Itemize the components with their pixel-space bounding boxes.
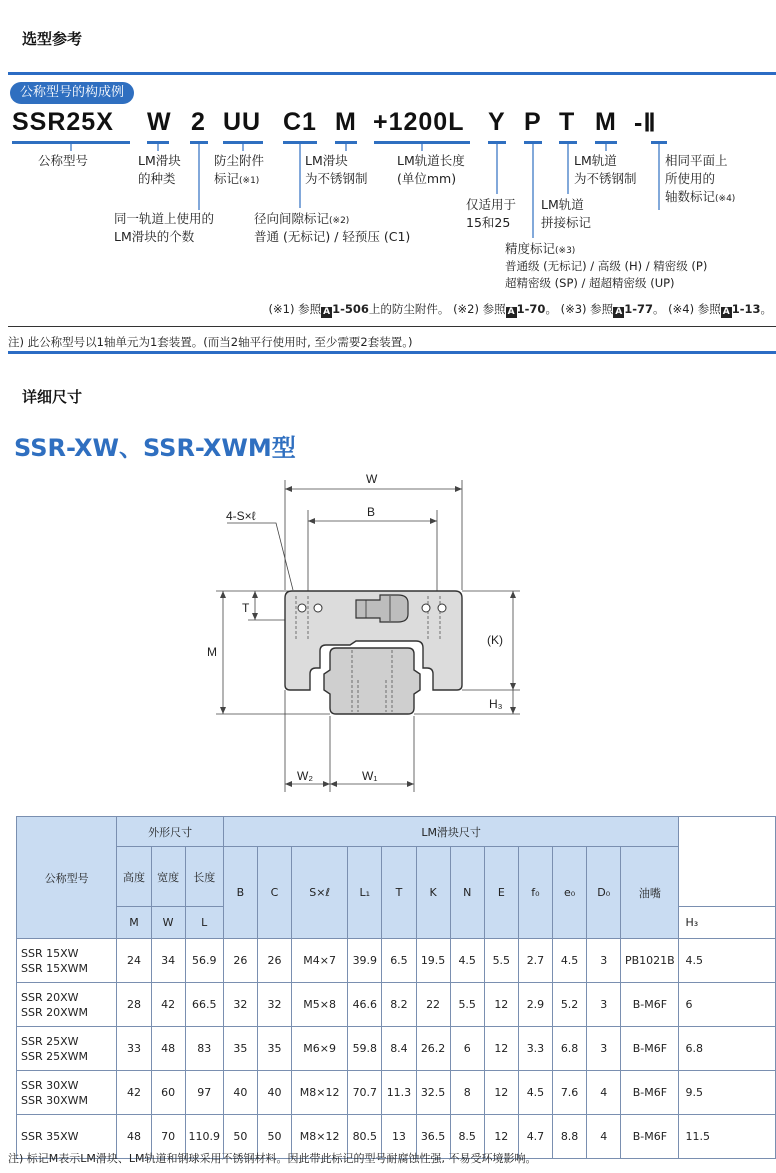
th-sub-H3: H₃ — [679, 907, 776, 939]
dim-W1: W₁ — [362, 769, 378, 783]
cell-h3: 11.5 — [679, 1115, 776, 1159]
code-part-rail-stainless: M — [595, 108, 617, 136]
label-type-1: LM滑块 — [138, 153, 181, 168]
cell-m: 24 — [117, 939, 151, 983]
th-sub-W: W — [151, 907, 185, 939]
th-sub-D0: D₀ — [587, 847, 621, 939]
th-sub-E: E — [484, 847, 518, 939]
dim-H3: H₃ — [489, 697, 503, 711]
cell-f0: 4.7 — [518, 1115, 552, 1159]
th-sub-S: S×ℓ — [292, 847, 348, 939]
label-axes-3: 轴数标记(※4) — [665, 189, 736, 204]
cell-k: 36.5 — [416, 1115, 450, 1159]
cell-n: 5.5 — [450, 983, 484, 1027]
table-row — [17, 1071, 776, 1115]
cell-g: B-M6F — [621, 1027, 679, 1071]
cell-l1: 80.5 — [348, 1115, 382, 1159]
cell-l: 97 — [185, 1071, 223, 1115]
cell-s: M5×8 — [292, 983, 348, 1027]
table-row — [17, 1027, 776, 1071]
dim-W: W — [366, 472, 378, 486]
cell-h3: 4.5 — [679, 939, 776, 983]
model-name-alt: SSR 25XWM — [21, 1049, 89, 1063]
code-part-type: W — [147, 108, 172, 136]
code-part-count: 2 — [191, 108, 206, 136]
label-length-1: LM轨道长度 — [397, 153, 465, 168]
label-rail-2: 为不锈钢制 — [574, 171, 637, 186]
table-row — [17, 983, 776, 1027]
th-block: LM滑块尺寸 — [223, 817, 679, 847]
cell-m: 28 — [117, 983, 151, 1027]
cell-t: 6.5 — [382, 939, 416, 983]
label-rail-1: LM轨道 — [574, 153, 617, 168]
cell-e: 12 — [484, 1027, 518, 1071]
label-precision-3: 超精密级 (SP) / 超超精密级 (UP) — [505, 276, 675, 290]
label-stainless-1: LM滑块 — [305, 153, 348, 168]
cell-w: 60 — [151, 1071, 185, 1115]
label-joint-2: 拼接标记 — [541, 215, 592, 230]
th-sub-C: C — [257, 847, 291, 939]
section-title-selection: 选型参考 — [22, 30, 83, 48]
cell-e0: 4.5 — [553, 939, 587, 983]
note-unit: 注) 此公称型号以1轴单元为1套装置。(而当2轴平行使用时, 至少需要2套装置。) — [8, 335, 413, 349]
label-clearance-1: 径向间隙标记(※2) — [254, 211, 350, 226]
cell-g: B-M6F — [621, 983, 679, 1027]
model-name: SSR 35XW — [21, 1130, 79, 1143]
cell-l: 83 — [185, 1027, 223, 1071]
cell-l1: 46.6 — [348, 983, 382, 1027]
th-sub-T: T — [382, 847, 416, 939]
cell-h3: 9.5 — [679, 1071, 776, 1115]
cell-e: 12 — [484, 983, 518, 1027]
cell-d0: 4 — [587, 1115, 621, 1159]
label-y-2: 15和25 — [466, 215, 511, 230]
model-series-title: SSR-XW、SSR-XWM型 — [14, 434, 296, 462]
cell-b: 40 — [223, 1071, 257, 1115]
cell-m: 33 — [117, 1027, 151, 1071]
cell-g: PB1021B — [621, 939, 679, 983]
cell-n: 4.5 — [450, 939, 484, 983]
cell-c: 35 — [257, 1027, 291, 1071]
note-material: 注) 标记M表示LM滑块、LM轨道和钢球采用不锈钢材料。因此带此标记的型号耐腐蚀性强, 不易受环境影响。 — [8, 1152, 537, 1165]
cell-l: 110.9 — [185, 1115, 223, 1159]
label-type-2: 的种类 — [138, 171, 176, 186]
label-clearance-2: 普通 (无标记) / 轻预压 (C1) — [254, 229, 411, 244]
model-name: SSR 25XW — [21, 1034, 79, 1048]
section-title-dimensions: 详细尺寸 — [22, 388, 83, 406]
code-part-length: +1200L — [373, 108, 465, 136]
reference-notes: (※1) 参照 A 1-506上的防尘附件。 (※2) 参照 A 1-70。 (※3) 参照 A 1-77。 (※4) 参照 A 1-13。 — [268, 302, 772, 317]
cell-c: 32 — [257, 983, 291, 1027]
cell-s: M8×12 — [292, 1071, 348, 1115]
cell-h3: 6.8 — [679, 1027, 776, 1071]
code-part-y: Y — [488, 108, 506, 136]
label-precision-1: 精度标记(※3) — [505, 241, 576, 256]
dim-W2: W₂ — [297, 769, 313, 783]
cell-k: 32.5 — [416, 1071, 450, 1115]
cell-e: 12 — [484, 1115, 518, 1159]
cell-e0: 6.8 — [553, 1027, 587, 1071]
label-model: 公称型号 — [38, 153, 89, 168]
th-length: 长度 — [185, 847, 223, 907]
dim-S: 4-S×ℓ — [226, 509, 256, 523]
th-sub-L1: L₁ — [348, 847, 382, 939]
th-sub-f0: f₀ — [518, 847, 552, 939]
cell-model — [17, 939, 117, 983]
label-joint-1: LM轨道 — [541, 197, 584, 212]
cell-e: 5.5 — [484, 939, 518, 983]
th-width: 宽度 — [151, 847, 185, 907]
cell-b: 32 — [223, 983, 257, 1027]
cell-g: B-M6F — [621, 1071, 679, 1115]
cell-w: 48 — [151, 1027, 185, 1071]
code-part-clearance: C1 — [283, 108, 317, 136]
cell-l: 56.9 — [185, 939, 223, 983]
cell-e0: 7.6 — [553, 1071, 587, 1115]
th-sub-e0: e₀ — [553, 847, 587, 939]
th-blank — [679, 817, 776, 907]
cell-k: 19.5 — [416, 939, 450, 983]
cell-f0: 2.7 — [518, 939, 552, 983]
cell-d0: 3 — [587, 939, 621, 983]
label-stainless-2: 为不锈钢制 — [305, 171, 368, 186]
label-dust-1: 防尘附件 — [214, 153, 265, 168]
cell-l1: 70.7 — [348, 1071, 382, 1115]
cell-s: M8×12 — [292, 1115, 348, 1159]
cell-t: 8.4 — [382, 1027, 416, 1071]
cell-b: 26 — [223, 939, 257, 983]
th-height: 高度 — [117, 847, 151, 907]
table-row — [17, 939, 776, 983]
model-name-alt: SSR 20XWM — [21, 1005, 89, 1019]
cell-w: 42 — [151, 983, 185, 1027]
th-sub-M: M — [117, 907, 151, 939]
cell-l1: 39.9 — [348, 939, 382, 983]
cell-e0: 5.2 — [553, 983, 587, 1027]
cell-d0: 3 — [587, 1027, 621, 1071]
cell-s: M4×7 — [292, 939, 348, 983]
cell-c: 40 — [257, 1071, 291, 1115]
code-part-model: SSR25X — [12, 108, 114, 136]
cell-c: 50 — [257, 1115, 291, 1159]
th-model: 公称型号 — [17, 817, 117, 939]
label-axes-1: 相同平面上 — [665, 153, 728, 168]
code-part-dust: UU — [223, 108, 262, 136]
th-sub-N: N — [450, 847, 484, 939]
th-sub-L: L — [185, 907, 223, 939]
cell-f0: 2.9 — [518, 983, 552, 1027]
model-name: SSR 15XW — [21, 946, 79, 960]
cell-n: 8 — [450, 1071, 484, 1115]
th-grease: 油嘴 — [621, 847, 679, 939]
cell-f0: 4.5 — [518, 1071, 552, 1115]
dim-T: T — [242, 601, 250, 615]
cell-l: 66.5 — [185, 983, 223, 1027]
label-dust-2: 标记(※1) — [214, 171, 260, 186]
cell-d0: 4 — [587, 1071, 621, 1115]
cell-k: 22 — [416, 983, 450, 1027]
dimension-table — [16, 816, 776, 1159]
cell-model — [17, 983, 117, 1027]
cell-n: 8.5 — [450, 1115, 484, 1159]
th-sub-B: B — [223, 847, 257, 939]
cell-m: 48 — [117, 1115, 151, 1159]
model-name-alt: SSR 15XWM — [21, 961, 89, 975]
cell-k: 26.2 — [416, 1027, 450, 1071]
cell-l1: 59.8 — [348, 1027, 382, 1071]
cell-model — [17, 1071, 117, 1115]
cell-t: 11.3 — [382, 1071, 416, 1115]
model-name-alt: SSR 30XWM — [21, 1093, 89, 1107]
cell-c: 26 — [257, 939, 291, 983]
cell-s: M6×9 — [292, 1027, 348, 1071]
dim-K: (K) — [487, 633, 503, 647]
cell-d0: 3 — [587, 983, 621, 1027]
cell-f0: 3.3 — [518, 1027, 552, 1071]
cell-h3: 6 — [679, 983, 776, 1027]
code-part-joint: T — [559, 108, 576, 136]
cell-b: 35 — [223, 1027, 257, 1071]
label-precision-2: 普通级 (无标记) / 高级 (H) / 精密级 (P) — [505, 259, 708, 273]
cell-e: 12 — [484, 1071, 518, 1115]
cell-w: 34 — [151, 939, 185, 983]
cell-t: 8.2 — [382, 983, 416, 1027]
label-count-2: LM滑块的个数 — [114, 229, 195, 244]
code-part-axes: -Ⅱ — [634, 109, 657, 137]
dim-M: M — [207, 645, 217, 659]
th-sub-K: K — [416, 847, 450, 939]
cell-t: 13 — [382, 1115, 416, 1159]
label-count-1: 同一轨道上使用的 — [114, 211, 215, 226]
cell-g: B-M6F — [621, 1115, 679, 1159]
cell-e0: 8.8 — [553, 1115, 587, 1159]
label-length-2: (单位mm) — [397, 171, 457, 186]
dim-B: B — [367, 505, 376, 519]
cell-n: 6 — [450, 1027, 484, 1071]
code-part-stainless: M — [335, 108, 357, 136]
model-name: SSR 20XW — [21, 990, 79, 1004]
example-pill: 公称型号的构成例 — [10, 82, 134, 104]
cell-w: 70 — [151, 1115, 185, 1159]
code-part-precision: P — [524, 108, 542, 136]
th-outer: 外形尺寸 — [117, 817, 223, 847]
label-axes-2: 所使用的 — [665, 171, 716, 186]
cell-b: 50 — [223, 1115, 257, 1159]
model-name: SSR 30XW — [21, 1078, 79, 1092]
cell-model — [17, 1027, 117, 1071]
label-y-1: 仅适用于 — [466, 197, 517, 212]
cell-m: 42 — [117, 1071, 151, 1115]
